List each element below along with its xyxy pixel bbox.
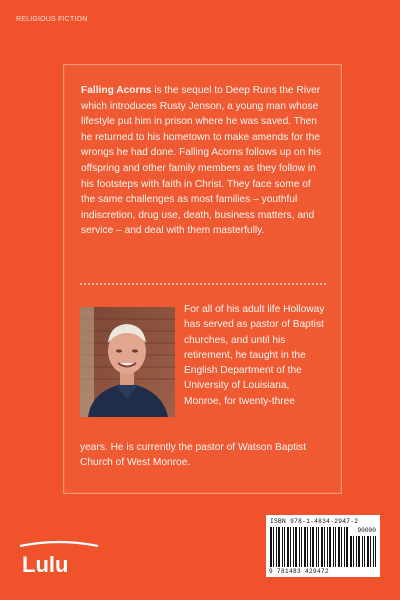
logo-arc — [20, 542, 98, 546]
barcode-digits: 9 781483 429472 — [269, 568, 330, 575]
dotted-divider — [80, 283, 326, 285]
genre-label: RELIGIOUS FICTION — [16, 16, 88, 23]
author-bio-side: For all of his adult life Holloway has served as pastor of Baptist churches, and until his retirement, he taught in the English Department of the University of Louisiana, Monroe, for twenty-three — [184, 304, 325, 407]
price-code: 90000 — [357, 527, 376, 534]
isbn-number: ISBN 978-1-4834-2947-2 — [270, 518, 359, 525]
description-text: is the sequel to Deep Runs the River which introduces Rusty Jenson, a young man whose lifestyle put him in prison where he was saved. Then he returned to his hometown to make amends for the wrongs he had done. Falling Acorns follows up on his offspring and other family members as they follow in his footsteps with faith in Christ. They face some of the same challenges as most families – youthful indiscretion, drug use, death, business matters, and service – and deal with them masterfully. — [81, 85, 322, 237]
lulu-logo — [16, 540, 102, 576]
author-bio-bottom: years. He is currently the pastor of Watson Baptist Church of West Monroe. — [80, 442, 307, 469]
back-cover-panel — [63, 64, 342, 494]
book-title: Falling Acorns — [81, 85, 152, 96]
author-portrait-image — [80, 307, 175, 417]
author-photo — [80, 307, 175, 417]
logo-text: Lulu — [22, 552, 69, 576]
barcode-addon-bars — [350, 536, 376, 567]
book-description — [81, 83, 327, 239]
barcode-bars — [270, 527, 348, 567]
isbn-barcode — [266, 515, 380, 577]
